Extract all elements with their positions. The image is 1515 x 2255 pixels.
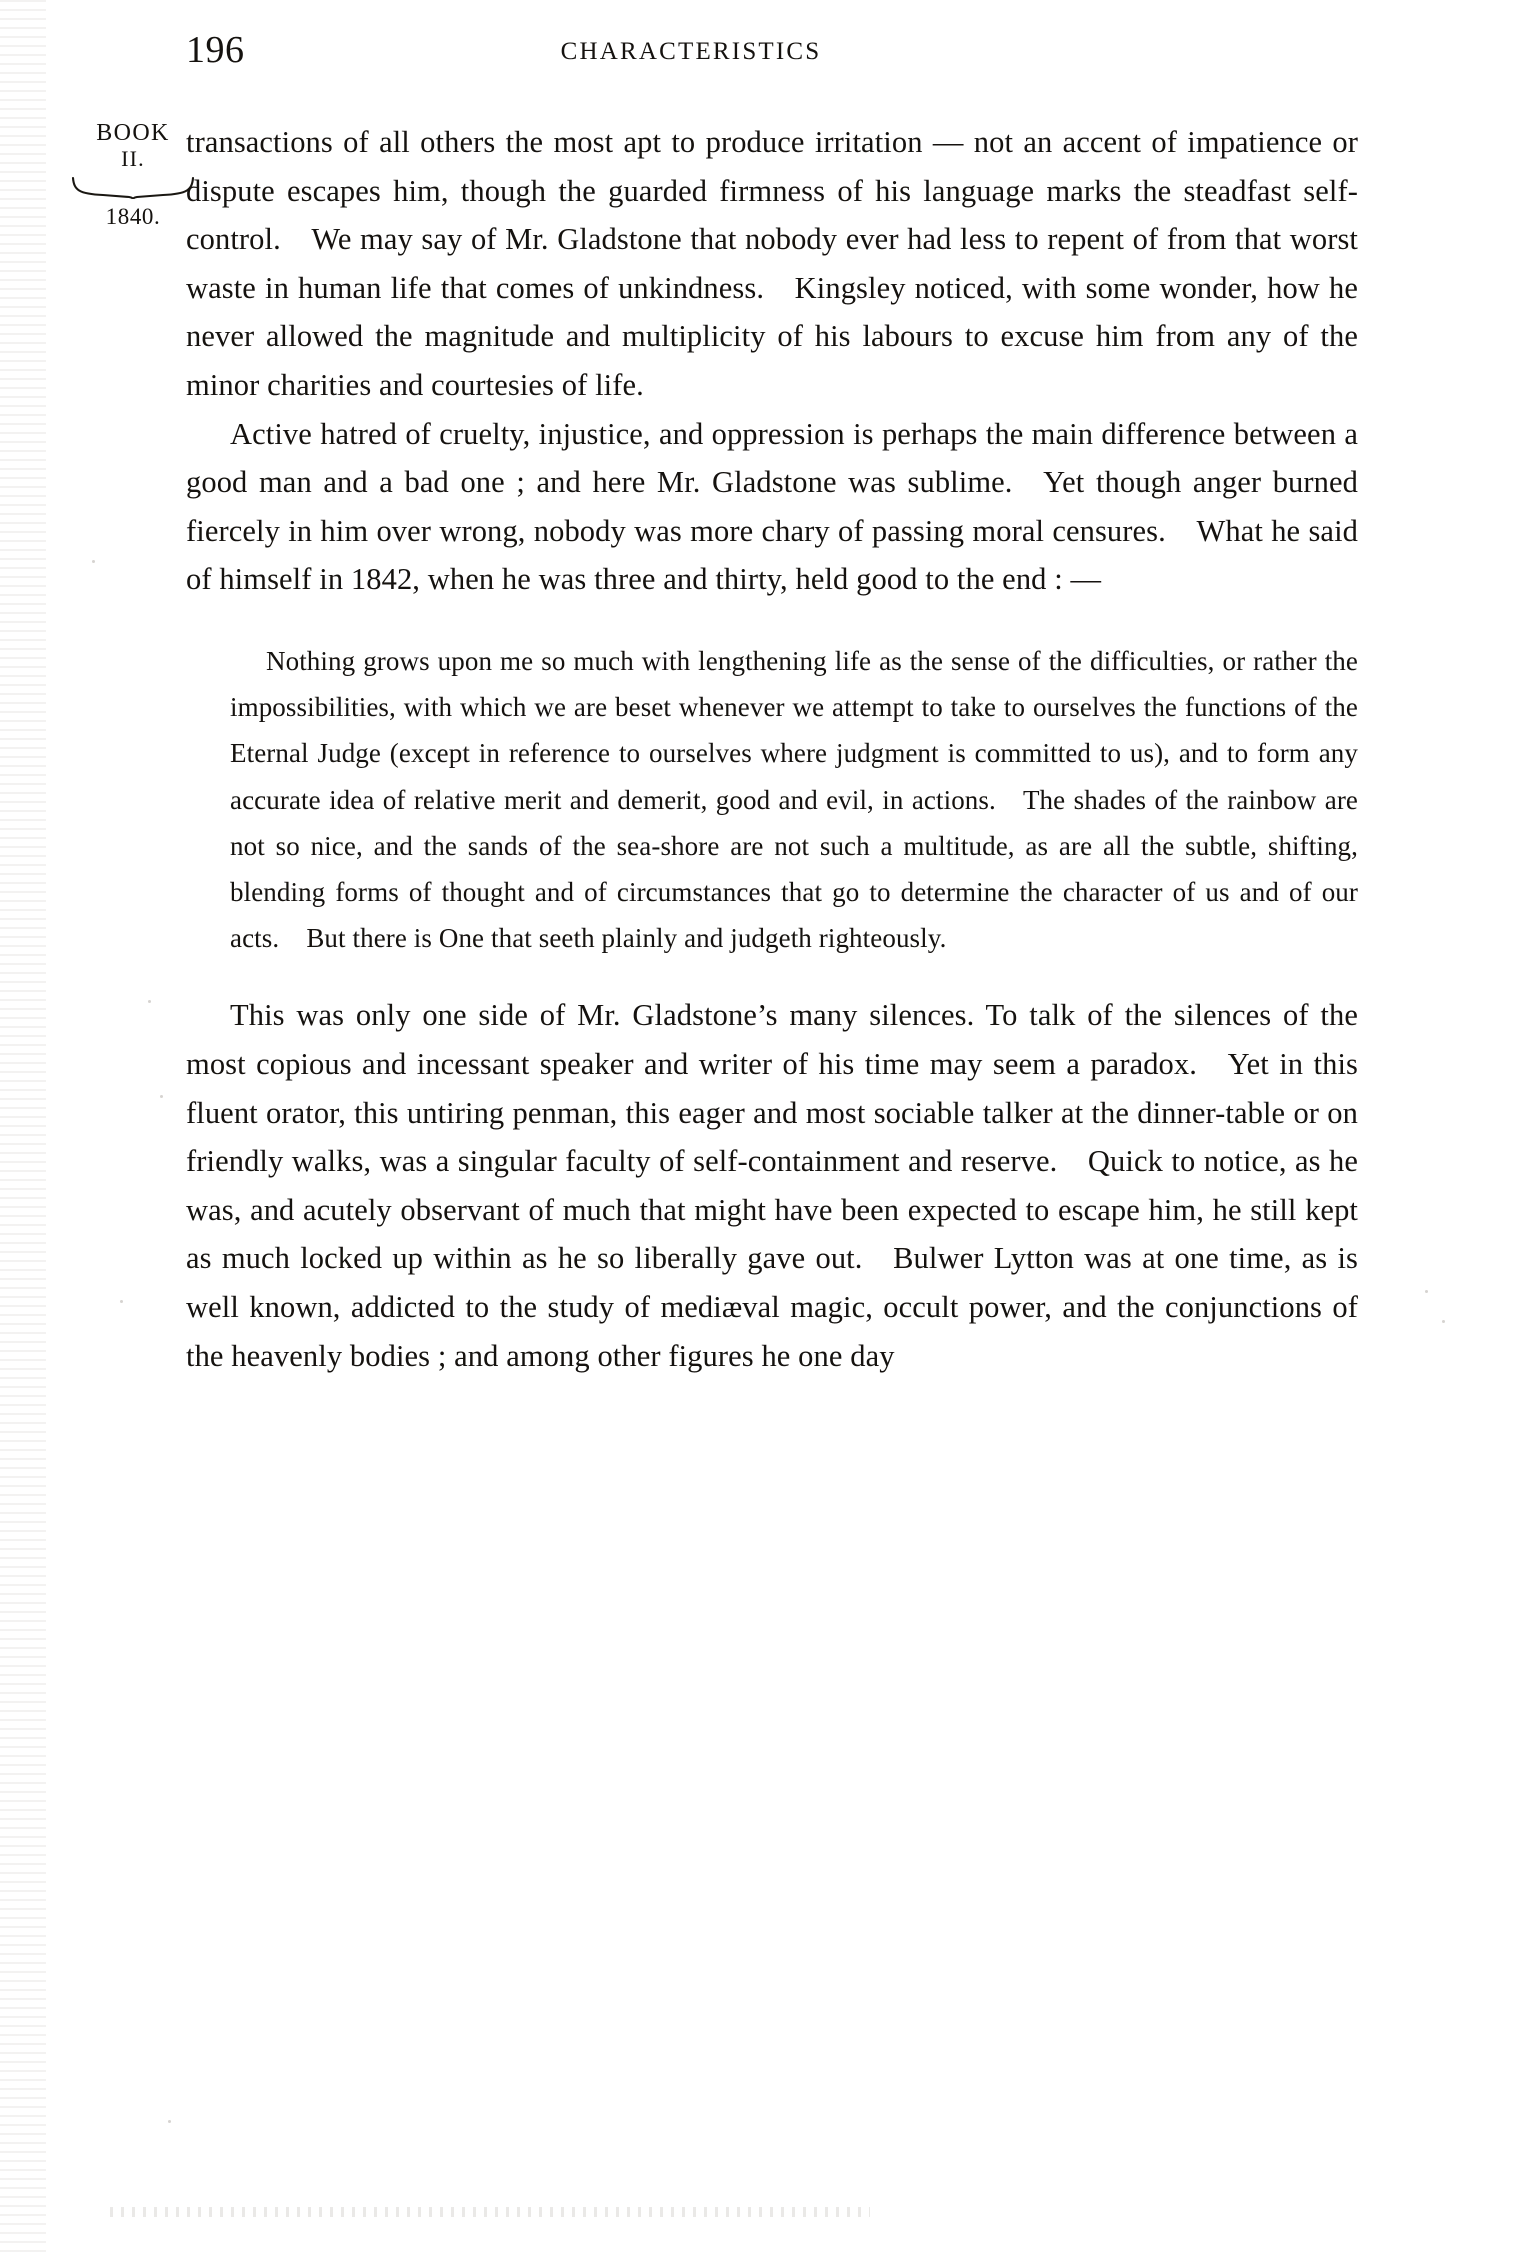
running-head: CHARACTERISTICS <box>560 38 822 65</box>
scan-speck <box>160 1095 163 1098</box>
paragraph-2: Active hatred of cruelty, injustice, and oppression is perhaps the main difference between a good man and a bad one ; and here Mr. Gladstone was sublime. Yet though anger burned fiercely in him over wrong, nobody was more chary of passing moral censures. What he said of himself in 1842, when he was three and thirty, held good to the end : — <box>186 416 1358 597</box>
scan-speck <box>168 2120 171 2123</box>
scan-bottom-texture <box>110 2207 870 2217</box>
paragraph-3: This was only one side of Mr. Gladstone’s many silences. To talk of the silences of the most copious and incessant speaker and writer of his time may seem a paradox. Yet in this fluent orator, this untiring penman, this eager and most sociable talker at the dinner-table or on friendly walks, was a singular faculty of self-containment and reserve. Quick to notice, as he was, and acutely observant of much that might have been expected to escape him, he still kept as much locked up within as he so liberally gave out. Bulwer Lytton was at one time, as is well known, addicted to the study of mediæval magic, occult power, and the conjunctions of the heavenly bodies ; and among other figures he one day <box>186 998 1358 1373</box>
quotation-text: Nothing grows upon me so much with lengthening life as the sense of the difficulties, or rather the impossibilities, with which we are beset whenever we attempt to take to ourselves the functions of the Eternal Judge (except in reference to ourselves where judgment is committed to us), and to form any accurate idea of relative merit and demerit, good and evil, in actions. The shades of the rainbow are not so nice, and the sands of the sea-shore are not such a multitude, as are all the subtle, shifting, blending forms of thought and of circumstances that go to determine the character of us and of our acts. But there is One that seeth plainly and judgeth righteously. <box>230 645 1358 954</box>
scan-speck <box>92 560 95 563</box>
page-header <box>186 28 1356 76</box>
scan-speck <box>148 1000 151 1003</box>
block-quotation <box>230 638 1358 961</box>
scan-speck <box>1442 1320 1445 1323</box>
curly-brace-icon <box>69 176 197 202</box>
scan-speck <box>120 1300 123 1303</box>
margin-note-book-number: II. <box>121 145 145 171</box>
scan-speck <box>1425 1290 1428 1293</box>
text-column <box>186 118 1358 1380</box>
margin-note-book: BOOK <box>96 120 170 146</box>
scan-edge-texture <box>0 0 46 2255</box>
page-number: 196 <box>186 29 245 71</box>
margin-note-year: 1840. <box>105 203 161 229</box>
paragraph-1: transactions of all others the most apt to produce irritation — not an accent of impatience or dispute escapes him, though the guarded firmness of his language marks the steadfast self-control. We may say of Mr. Gladstone that nobody ever had less to repent of from that worst waste in human life that comes of unkindness. Kingsley noticed, with some wonder, how he never allowed the magnitude and multiplicity of his labours to excuse him from any of the minor charities and courtesies of life. <box>186 125 1358 402</box>
